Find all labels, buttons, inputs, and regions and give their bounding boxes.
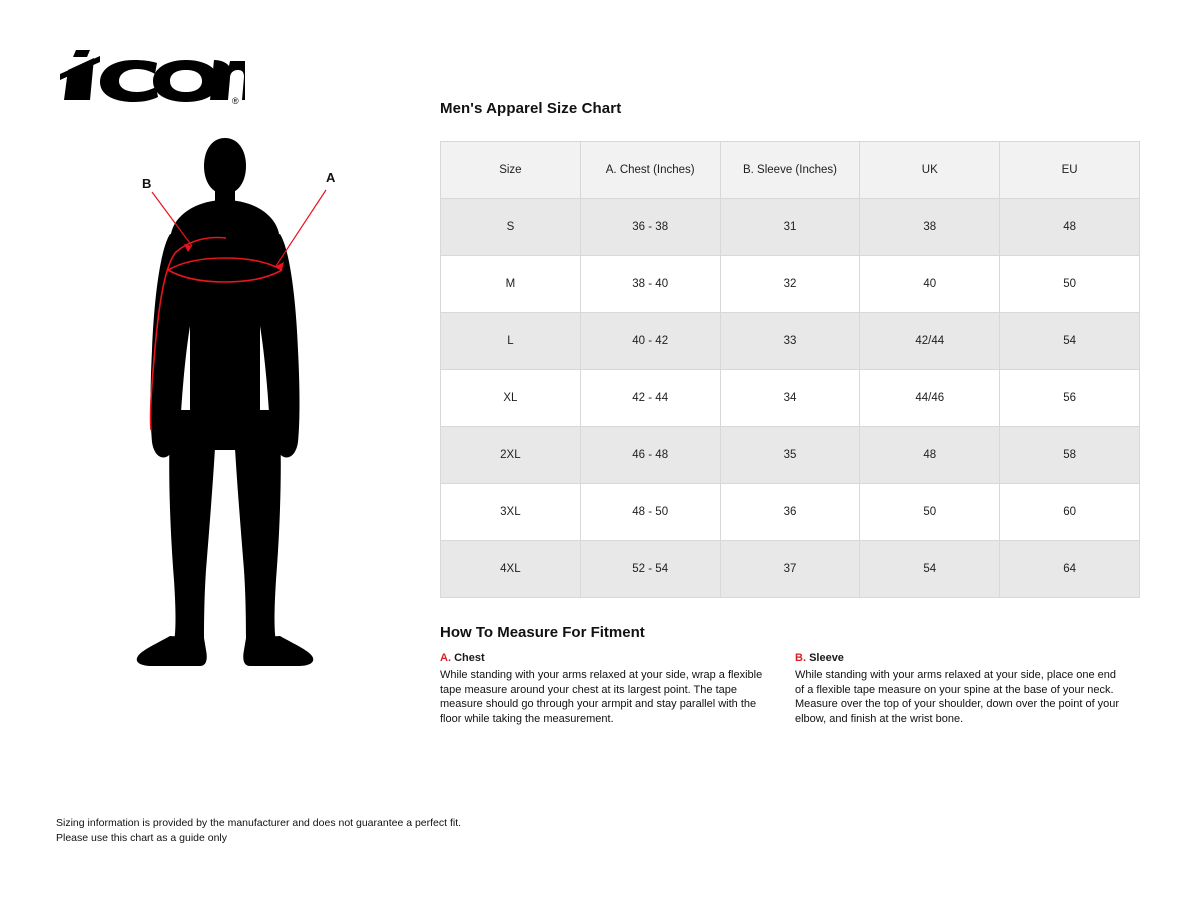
chest-description: While standing with your arms relaxed at your side, wrap a flexible tape measure around your chest at its largest point. The tape measure should go through your armpit and stay parallel with the floor while taking the measurement. [440,669,763,725]
cell-chest: 42 - 44 [580,370,720,427]
registered-mark: ® [232,96,239,106]
chest-title: Chest [454,652,485,664]
icon-brand-logo [60,48,245,110]
table-row [441,256,1140,313]
cell-uk: 50 [860,484,1000,541]
size-chart-table [440,141,1140,598]
how-to-measure-section [440,624,1140,726]
disclaimer-line-2: Please use this chart as a guide only [56,832,228,845]
cell-eu: 54 [1000,313,1140,370]
cell-eu: 56 [1000,370,1140,427]
disclaimer-line-1: Sizing information is provided by the manufacturer and does not guarantee a perfect fit. [56,817,462,829]
cell-size: 3XL [441,484,581,541]
cell-size: 4XL [441,541,581,598]
table-row [441,484,1140,541]
cell-chest: 46 - 48 [580,427,720,484]
cell-uk: 38 [860,199,1000,256]
diagram-label-a: A [326,170,336,185]
cell-sleeve: 31 [720,199,860,256]
cell-sleeve: 32 [720,256,860,313]
cell-size: M [441,256,581,313]
cell-size: 2XL [441,427,581,484]
measurement-diagram [130,130,390,675]
cell-sleeve: 33 [720,313,860,370]
column-header-chest: A. Chest (Inches) [580,142,720,199]
table-row [441,199,1140,256]
column-header-uk: UK [860,142,1000,199]
cell-uk: 48 [860,427,1000,484]
cell-uk: 54 [860,541,1000,598]
table-row [441,541,1140,598]
cell-sleeve: 34 [720,370,860,427]
cell-size: XL [441,370,581,427]
page-title: Men's Apparel Size Chart [440,100,622,117]
cell-size: S [441,199,581,256]
how-to-measure-heading: How To Measure For Fitment [440,624,645,641]
cell-uk: 40 [860,256,1000,313]
table-row [441,313,1140,370]
cell-sleeve: 37 [720,541,860,598]
cell-sleeve: 35 [720,427,860,484]
table-row [441,370,1140,427]
cell-chest: 52 - 54 [580,541,720,598]
disclaimer [56,816,476,846]
cell-chest: 48 - 50 [580,484,720,541]
cell-sleeve: 36 [720,484,860,541]
cell-chest: 36 - 38 [580,199,720,256]
cell-chest: 40 - 42 [580,313,720,370]
column-header-size: Size [441,142,581,199]
how-to-measure-chest [440,651,765,726]
cell-chest: 38 - 40 [580,256,720,313]
how-to-measure-sleeve [795,651,1120,726]
column-header-sleeve: B. Sleeve (Inches) [720,142,860,199]
size-chart-panel [440,100,1140,726]
diagram-label-b: B [142,176,152,191]
sleeve-title: Sleeve [809,652,844,664]
cell-uk: 44/46 [860,370,1000,427]
cell-eu: 60 [1000,484,1140,541]
table-header-row [441,142,1140,199]
cell-eu: 64 [1000,541,1140,598]
column-header-eu: EU [1000,142,1140,199]
table-row [441,427,1140,484]
cell-size: L [441,313,581,370]
body-silhouette [137,138,313,666]
cell-uk: 42/44 [860,313,1000,370]
cell-eu: 48 [1000,199,1140,256]
sleeve-description: While standing with your arms relaxed at your side, place one end of a flexible tape measure on your spine at the base of your neck. Measure over the top of your shoulder, down over the point of your elbow, and finish at the wrist bone. [795,669,1120,725]
sleeve-letter: B. [795,652,806,664]
cell-eu: 50 [1000,256,1140,313]
cell-eu: 58 [1000,427,1140,484]
chest-letter: A. [440,652,451,664]
